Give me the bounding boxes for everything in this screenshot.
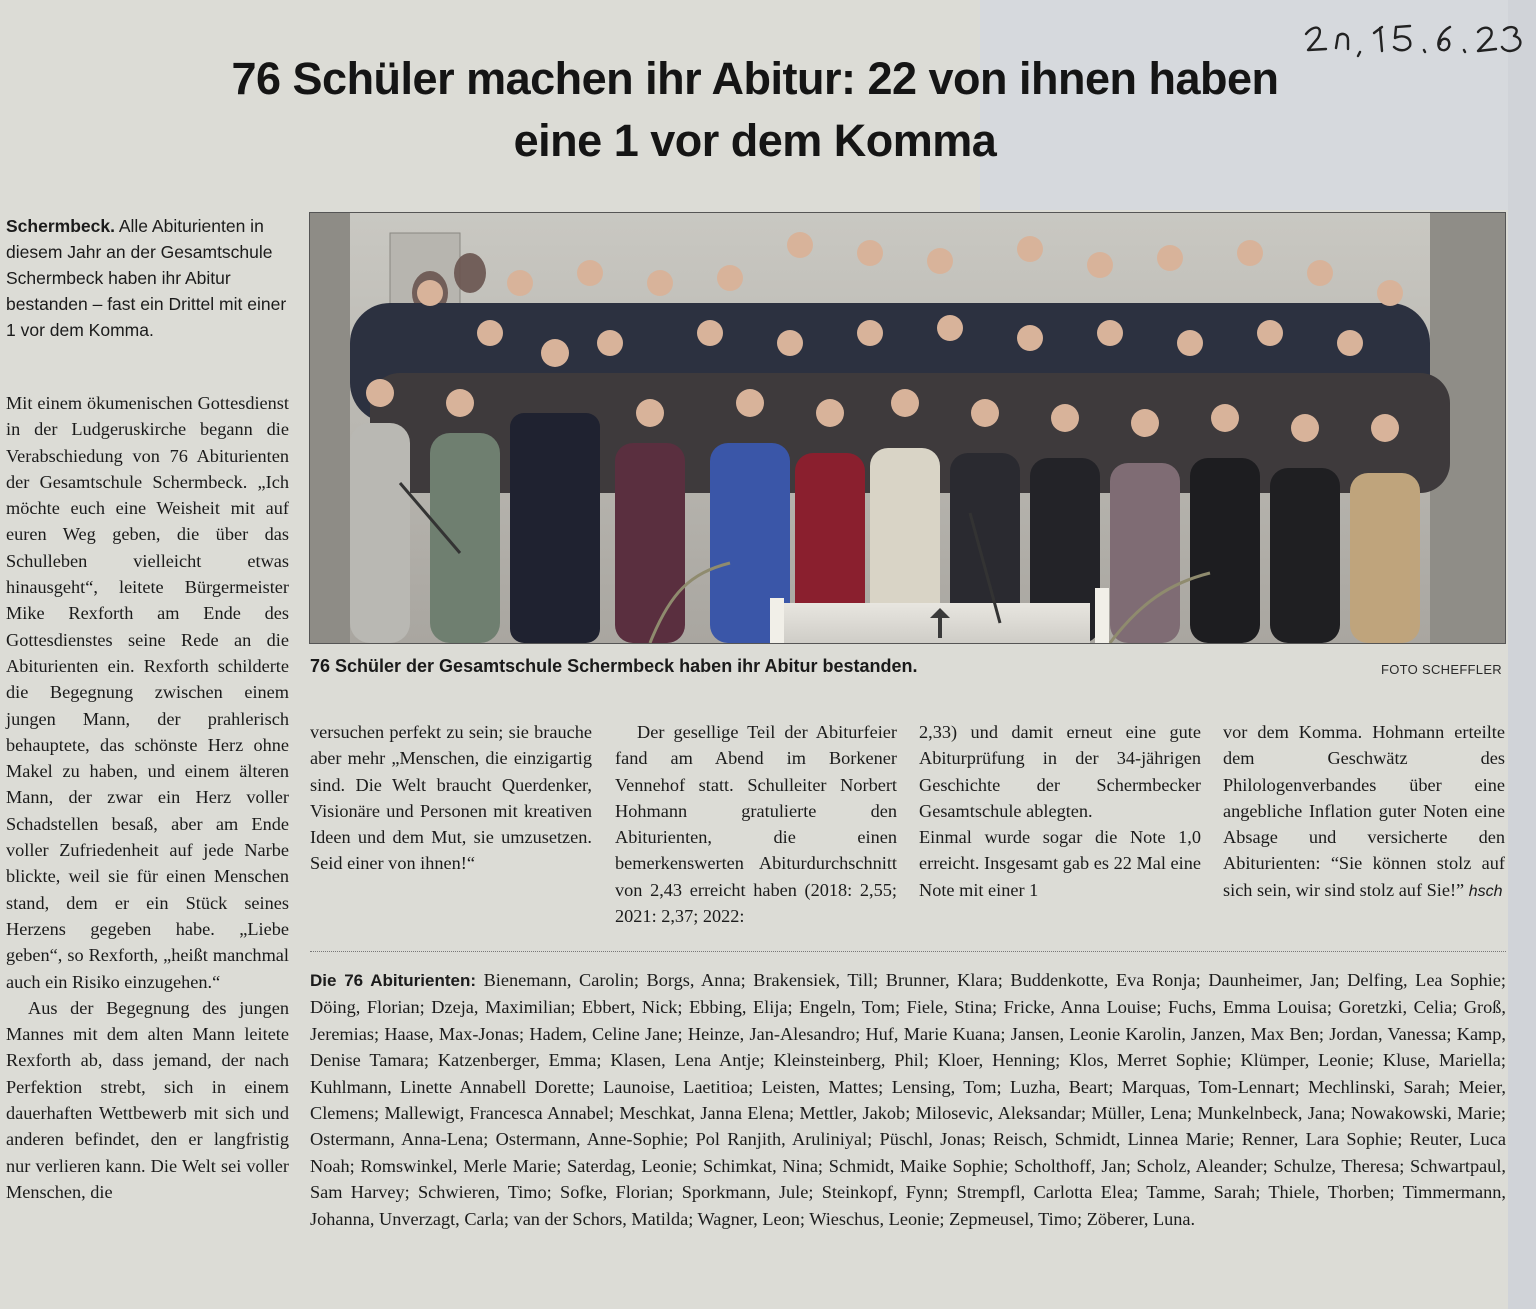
column-5-body	[1223, 719, 1505, 905]
column-1-body	[6, 390, 289, 1205]
column-4-paragraph-2: Einmal wurde sogar die Note 1,0 erreicht. Insgesamt gab es 22 Mal eine Note mit einer 1	[919, 827, 1201, 900]
graduates-names: Bienemann, Carolin; Borgs, Anna; Brakensiek, Till; Brunner, Klara; Buddenkotte, Eva Ronja; Daunheimer, Jan; Delfing, Lea Sophie; Döing, Florian; Dzeja, Maximilian; Ebbert, Nick; Ebbing, Elija; Engeln, Tom; Fiele, Stina; Fricke, Anna Louise; Fuchs, Emma Louisa; Goretzki, Celia; Groß, Jeremias; Haase, Max-Jonas; Hadem, Celine Jane; Heinze, Jan-Alesandro; Huf, Marie Kuana; Jansen, Leonie Karolin, Janzen, Max Ben; Jordan, Vanessa; Kamp, Denise Tamara; Katzenberger, Emma; Klasen, Lena Antje; Kleinsteinberg, Phil; Kloer, Henning; Klos, Merret Sophie; Klümper, Leonie; Kluse, Mariella; Kuhlmann, Linette Annabell Dorette; Launoise, Laetitioa; Leisten, Mattes; Lensing, Tom; Luzha, Beart; Marquas, Tom-Lennart; Mechlinski, Sarah; Meier, Clemens; Mallewigt, Francesca Annabel; Meschkat, Janna Elena; Mettler, Jakob; Milosevic, Aleksandar; Müller, Lena; Munkelnbeck, Jana; Nowakowski, Marie; Ostermann, Anna-Lena; Ostermann, Anne-Sophie; Pol Ranjith, Aruliniyal; Püschl, Jonas; Reisch, Schmidt, Linnea Marie; Renner, Lara Sophie; Reuter, Luca Noah; Romswinkel, Merle Marie; Saterdag, Leonie; Schimkat, Nina; Schmidt, Maike Sophie; Scholthoff, Jan; Scholz, Aleander; Schulze, Theresa; Schwartpaul, Sam Harvey; Schwieren, Timo; Sofke, Florian; Sporkmann, Jule; Steinkopf, Fynn; Strempfl, Carlotta Elea; Tamme, Sarah; Thiele, Thorben; Timmermann, Johanna, Unverzagt, Carla; van der Schors, Matilda; Wagner, Leon; Wieschus, Leonie; Zepmeusel, Timo; Zöberer, Luna.	[310, 970, 1506, 1229]
article-headline	[20, 48, 1490, 172]
headline-line-2: eine 1 vor dem Komma	[513, 115, 997, 166]
column-3-paragraph: Der gesellige Teil der Abiturfeier fand am Abend im Borkener Vennehof statt. Schulleiter Norbert Hohmann gratulierte den Abiturienten, die einen bemerkenswerten Abiturdurchschnitt von 2,43 erreicht haben (2018: 2,55; 2021: 2,37; 2022:	[615, 722, 897, 927]
column-4-paragraph-1: 2,33) und damit erneut eine gute Abiturprüfung in der 34-jährigen Geschichte der Schermbecker Gesamtschule ablegten.	[919, 722, 1201, 821]
headline-line-1: 76 Schüler machen ihr Abitur: 22 von ihnen haben	[231, 53, 1279, 104]
graduates-list-label: Die 76 Abiturienten:	[310, 971, 476, 990]
right-edge-bleed	[1508, 0, 1536, 1309]
group-photo	[309, 212, 1506, 644]
lead-paragraph	[6, 213, 289, 343]
author-signature: hsch	[1468, 882, 1503, 900]
column-2-body	[310, 719, 592, 877]
column-5-text: vor dem Komma. Hohmann erteilte dem Geschwätz des Philologenverbandes über eine angebliche Inflation guter Noten eine Absage und versicherte den Abiturienten: “Sie können stolz auf sich sein, wir sind stolz auf Sie!”	[1223, 722, 1505, 900]
lead-place: Schermbeck.	[6, 216, 115, 236]
graduates-list	[310, 967, 1506, 1232]
column-1-paragraph-1: Mit einem ökumenischen Gottesdienst in der Ludgeruskirche begann die Verabschiedung von 76 Abiturienten der Gesamtschule Schermbeck. „Ich möchte euch eine Weisheit mit auf euren Weg geben, die über das Schulleben vielleicht etwas hinausgeht“, leitete Bürgermeister Mike Rexforth am Ende des Gottesdienstes seine Rede an die Abiturienten ein. Rexforth schilderte die Begegnung zwischen einem jungen Mann, der prahlerisch behauptete, das schönste Herz ohne Makel zu haben, und einem älteren Mann, der zwar ein Herz voller Schadstellen besaß, aber am Ende voller Zufriedenheit auf jede Narbe blickte, weil sie für einen Menschen stand, dem er ein Stück seines Herzens gegeben habe. „Liebe geben“, so Rexforth, „heißt manchmal auch ein Risiko einzugehen.“	[6, 393, 289, 992]
column-4-body	[919, 719, 1201, 903]
column-3-body	[615, 719, 897, 929]
photo-credit: FOTO SCHEFFLER	[1381, 662, 1502, 677]
photo-caption: 76 Schüler der Gesamtschule Schermbeck haben ihr Abitur bestanden.	[310, 656, 918, 676]
column-2-paragraph: versuchen perfekt zu sein; sie brauche aber mehr „Menschen, die einzigartig sind. Die Welt braucht Querdenker, Visionäre und Personen mit kreativen Ideen und dem Mut, sie umzusetzen. Seid einer von ihnen!“	[310, 722, 592, 874]
names-divider	[310, 951, 1506, 952]
column-1-paragraph-2: Aus der Begegnung des jungen Mannes mit dem alten Mann leitete Rexforth ab, dass jemand, der nach Perfektion strebt, sich in einem dauerhaften Wettbewerb mit sich und anderen befindet, den er langfristig nur verlieren kann. Die Welt sei voller Menschen, die	[6, 997, 289, 1202]
lead-text: Alle Abiturienten in diesem Jahr an der Gesamtschule Schermbeck haben ihr Abitur bestanden – fast ein Drittel mit einer 1 vor dem Komma.	[6, 216, 287, 340]
column-5-paragraph	[1223, 719, 1505, 905]
